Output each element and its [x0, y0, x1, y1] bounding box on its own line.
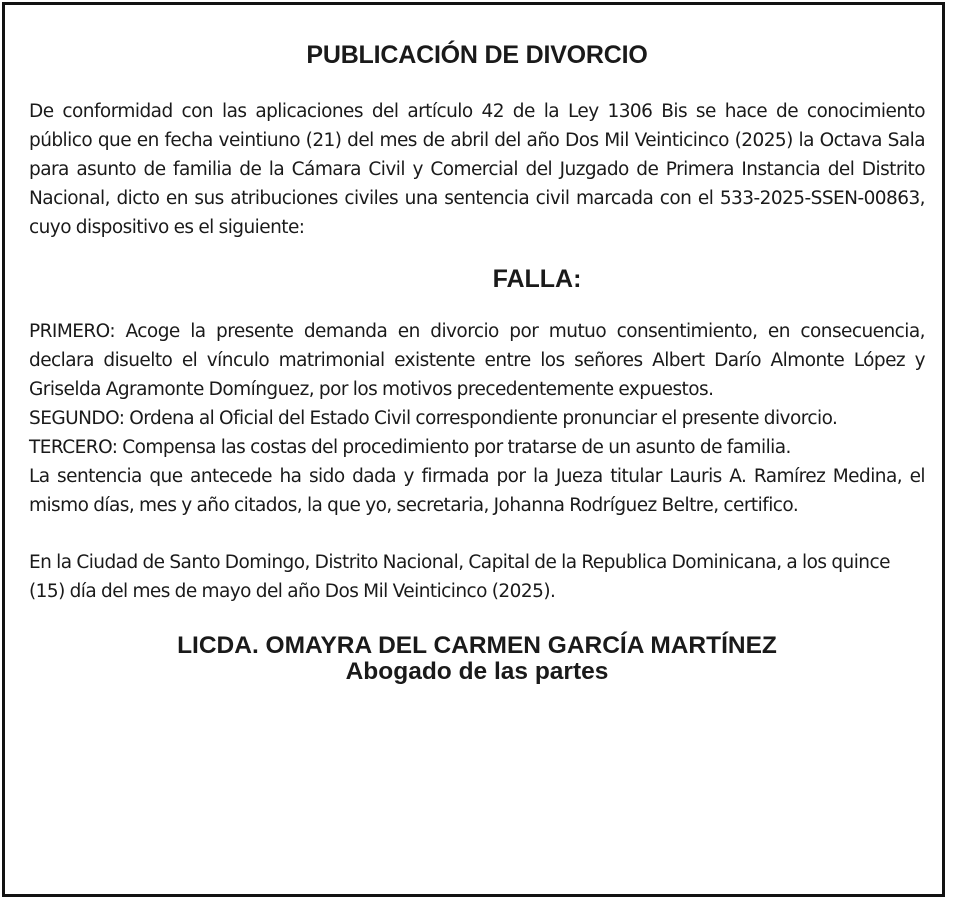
ruling-segundo: SEGUNDO: Ordena al Oficial del Estado Civil correspondiente pronunciar el presente divorcio.	[29, 408, 838, 429]
closing-paragraph: En la Ciudad de Santo Domingo, Distrito Nacional, Capital de la Republica Dominicana, a los quince (15) día del mes de mayo del año Dos Mil Veinticinco (2025).	[29, 552, 890, 602]
ruling-primero: PRIMERO: Acoge la presente demanda en divorcio por mutuo consentimiento, en consecuencia, declara disuelto el vínculo matrimonial existente entre los señores Albert Darío Almonte López y Griselda Agramonte Domínguez, por los motivos precedentemente expuestos.	[29, 321, 925, 400]
falla-heading: FALLA:	[492, 265, 582, 293]
ruling-tercero: TERCERO: Compensa las costas del procedimiento por tratarse de un asunto de familia.	[29, 437, 791, 458]
notice-content	[29, 39, 925, 685]
signature-block	[29, 633, 925, 685]
sentencia-paragraph: La sentencia que antecede ha sido dada y firmada por la Jueza titular Lauris A. Ramírez Medina, el mismo días, mes y año citados, la que yo, secretaria, Johanna Rodríguez Beltre, certifico.	[29, 466, 925, 516]
signer-role: Abogado de las partes	[345, 658, 609, 685]
notice-frame	[2, 2, 945, 897]
ruling-items	[29, 317, 925, 520]
intro-paragraph: De conformidad con las aplicaciones del artículo 42 de la Ley 1306 Bis se hace de conocimiento público que en fecha veintiuno (21) del mes de abril del año Dos Mil Veinticinco (2025) la Octava Sala para asunto de familia de la Cámara Civil y Comercial del Juzgado de Primera Instancia del Distrito Nacional, dicto en sus atribuciones civiles una sentencia civil marcada con el 533-2025-SSEN-00863, cuyo dispositivo es el siguiente:	[29, 101, 925, 238]
signer-name: LICDA. OMAYRA DEL CARMEN GARCÍA MARTÍNEZ	[177, 632, 777, 659]
notice-title: PUBLICACIÓN DE DIVORCIO	[306, 41, 648, 69]
